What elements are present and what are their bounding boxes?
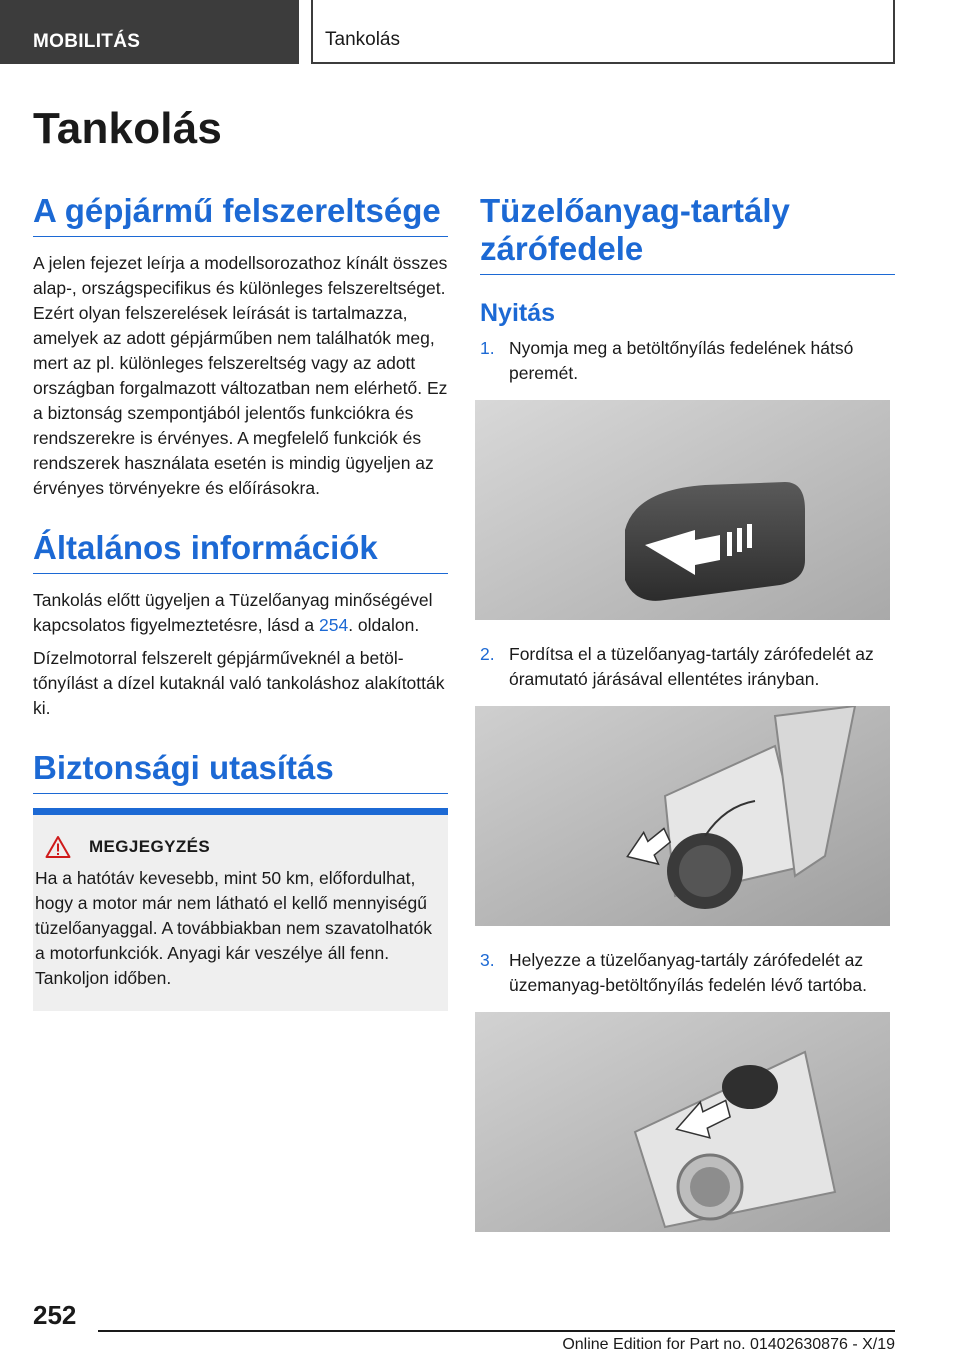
notice-text: Ha a hatótáv kevesebb, mint 50 km, előfordulhat, hogy a motor már nem látható el kellő mennyiségű tüzelőanyaggal. A továbbiakban nem szavatolhatók a motorfunkciók. Anyagi kár veszélye áll fenn. Tankoljon időben. [35,868,432,988]
header-chapter-tab: Tankolás [311,0,895,64]
general-info-text-a: Tankolás előtt ügyeljen a Tüzelőanyag minőségével kapcsolatos figyelmeztetésre, lásd a [33,590,433,635]
fuel-cap-twist-image [475,706,890,926]
step-number: 3. [480,950,495,970]
left-column [33,192,448,1011]
page-reference-link[interactable]: 254 [318,615,349,635]
section-heading-general-info: Általános információk [33,529,448,574]
step-1 [480,336,895,386]
section-heading-fuel-cap: Tüzelőanyag-tartály zárófedele [480,192,895,275]
step-text: Nyomja meg a betöltőnyílás fedelének hátsó peremét. [509,338,854,383]
warning-triangle-icon [45,835,71,859]
right-column [480,192,895,1254]
section-heading-safety: Biztonsági utasítás [33,749,448,794]
footer-edition-text: Online Edition for Part no. 01402630876 - X/19 [562,1336,895,1353]
equipment-paragraph: A jelen fejezet leírja a modellsorozathoz kínált összes alap-, országspecifikus és különleges felszereltséget. Ezért olyan felszerelések leírását is tartalmazza, amelyek az adott gépjárműben nem találhatók meg, mert az pl. különleges felszereltség vagy az adott országban forgalmazott változatban nem elérhető. Ez a biztonság szempontjából jelentős funkciókra és rendszerekre is érvényes. A megfelelő funkciók és rendszerek használata esetén is mindig ügyeljen az érvényes törvényekre és előírásokra. [33,253,448,498]
section-heading-equipment: A gépjármű felszereltsége [33,192,448,237]
page-number: 252 [33,1300,77,1330]
notice-header [35,835,436,859]
general-info-text-b: . oldalon. [348,615,420,635]
notice-box [33,808,448,1011]
step-3 [480,948,895,998]
page-title: Tankolás [33,104,223,153]
step-text: Helyezze a tüzelőanyag-tartály zárófedelét az üzemanyag-betöltőnyílás fedelén lévő tartóba. [509,950,868,995]
step-number: 2. [480,644,495,664]
fuel-flap-press-image [475,400,890,620]
fuel-cap-holder-image [475,1012,890,1232]
subheading-opening: Nyitás [480,299,556,327]
footer-rule [98,1330,895,1332]
step-text: Fordítsa el a tüzelőanyag-tartály zárófedelét az óramutató járásával ellentétes irányban. [509,644,874,689]
step-number: 1. [480,338,495,358]
general-info-paragraph-1 [33,588,448,638]
step-2 [480,642,895,692]
general-info-paragraph-2: Dízelmotorral felszerelt gépjárműveknél a betöltőnyílást a dízel kutaknál való tankoláshoz alakították ki. [33,648,445,718]
header-section-tab: MOBILITÁS [0,0,299,64]
notice-title: MEGJEGYZÉS [89,837,211,856]
